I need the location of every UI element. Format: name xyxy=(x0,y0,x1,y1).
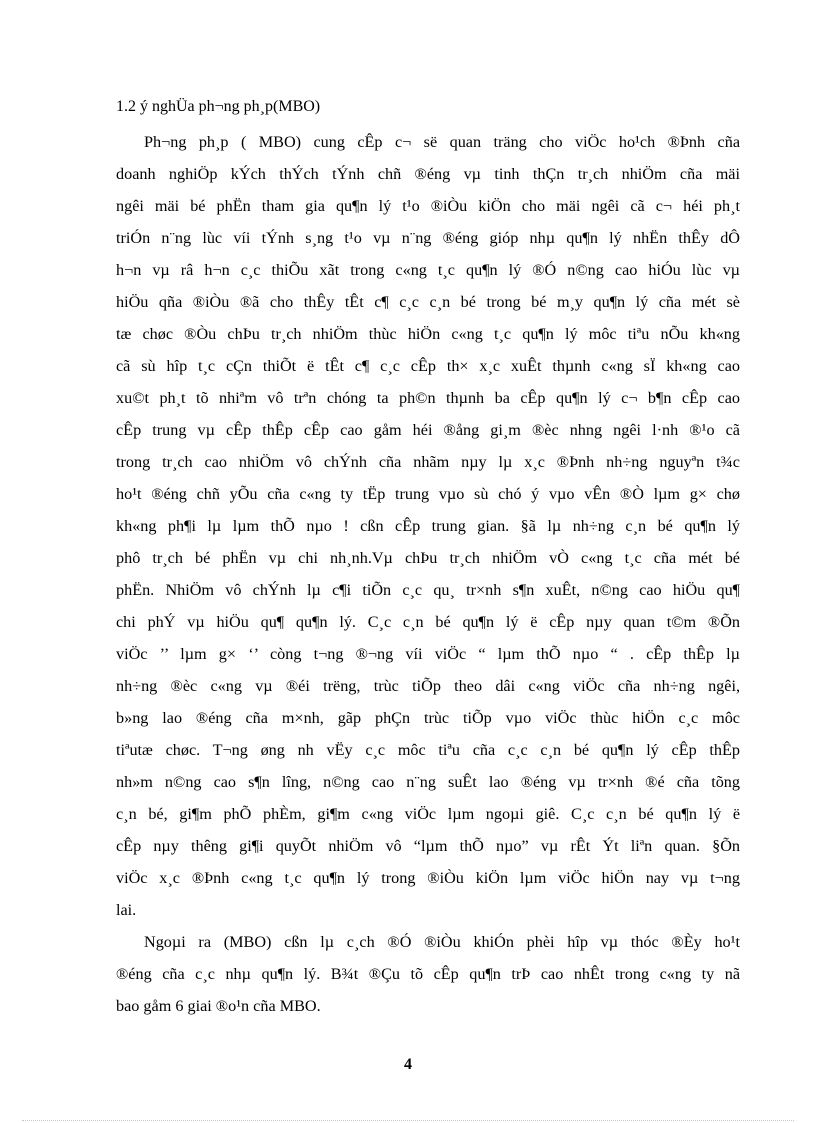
page-bottom-divider xyxy=(22,1120,794,1121)
paragraph-line: h¬n vµ râ h¬n c¸c thiÕu xãt trong c«ng t¸c qu¶n lý ®Ó n©ng cao hiÓu lùc vµ xyxy=(116,261,740,279)
paragraph-line: trong tr¸ch cao nhiÖm vô chÝnh cña nhãm nµy lµ x¸c ®Þnh nh÷ng nguyªn t¾c xyxy=(116,453,740,471)
paragraph-line: doanh nghiÖp kÝch thÝch tÝnh chñ ®éng vµ tinh thÇn tr¸ch nhiÖm cña mäi xyxy=(116,165,740,183)
paragraph-line: ho¹t ®éng chñ yÕu cña c«ng ty tËp trung vµo sù chó ý vµo vÊn ®Ò lµm g× chø xyxy=(116,485,740,503)
paragraph-line: nh»m n©ng cao s¶n lîng, n©ng cao n¨ng suÊt lao ®éng vµ tr×nh ®é cña tõng xyxy=(116,773,740,791)
page-number: 4 xyxy=(404,1056,412,1073)
paragraph-line: Ph¬ng ph¸p ( MBO) cung cÊp c¬ së quan träng cho viÖc ho¹ch ®Þnh cña xyxy=(144,133,740,151)
paragraph-line: tæ chøc ®Òu chÞu tr¸ch nhiÖm thùc hiÖn c«ng t¸c qu¶n lý môc tiªu nÕu kh«ng xyxy=(116,325,740,343)
paragraph-line: triÓn n¨ng lùc víi tÝnh s¸ng t¹o vµ n¨ng ®éng gióp nhµ qu¶n lý nhËn thÊy dÔ xyxy=(116,229,740,247)
paragraph-line: kh«ng ph¶i lµ lµm thÕ nµo ! cßn cÊp trung gian. §ã lµ nh÷ng c¸n bé qu¶n lý xyxy=(116,517,740,535)
paragraph-line: ®éng cña c¸c nhµ qu¶n lý. B¾t ®Çu tõ cÊp qu¶n trÞ cao nhÊt trong c«ng ty nã xyxy=(116,965,740,983)
paragraph-line: cã sù hîp t¸c cÇn thiÕt ë tÊt c¶ c¸c cÊp th× x¸c xuÊt thµnh c«ng sÏ kh«ng cao xyxy=(116,357,740,375)
paragraph-line: cÊp trung vµ cÊp thÊp cÊp cao gåm héi ®ång gi¸m ®èc nhng ngêi l·nh ®¹o cã xyxy=(116,421,740,439)
paragraph-line: ngêi mäi bé phËn tham gia qu¶n lý t¹o ®iÒu kiÖn cho mäi ngêi cã c¬ héi ph¸t xyxy=(116,197,740,215)
paragraph-line: phËn. NhiÖm vô chÝnh lµ c¶i tiÕn c¸c qu¸ tr×nh s¶n xuÊt, n©ng cao hiÖu qu¶ xyxy=(116,581,740,599)
paragraph-line: lai. xyxy=(116,901,137,919)
paragraph-line: Ngoµi ra (MBO) cßn lµ c¸ch ®Ó ®iÒu khiÓn phèi hîp vµ thóc ®Èy ho¹t xyxy=(144,933,740,951)
paragraph-line: cÊp nµy thêng gi¶i quyÕt nhiÖm vô “lµm thÕ nµo” vµ rÊt Ýt liªn quan. §Õn xyxy=(116,837,740,855)
section-heading: 1.2 ý nghÜa ph¬ng ph¸p(MBO) xyxy=(116,98,321,115)
paragraph-line: viÖc x¸c ®Þnh c«ng t¸c qu¶n lý trong ®iÒu kiÖn lµm viÖc hiÖn nay vµ t¬ng xyxy=(116,869,740,887)
paragraph-line: b»ng lao ®éng cña m×nh, gãp phÇn trùc tiÕp vµo viÖc thùc hiÖn c¸c môc xyxy=(116,709,740,727)
paragraph-line: tiªutæ chøc. T¬ng øng nh vËy c¸c môc tiªu cña c¸c c¸n bé qu¶n lý cÊp thÊp xyxy=(116,741,740,759)
paragraph-line: c¸n bé, gi¶m phÕ phÈm, gi¶m c«ng viÖc lµm ngoµi giê. C¸c c¸n bé qu¶n lý ë xyxy=(116,805,740,823)
paragraph-line: chi phÝ vµ hiÖu qu¶ qu¶n lý. C¸c c¸n bé qu¶n lý ë cÊp nµy quan t©m ®Õn xyxy=(116,613,740,631)
paragraph-line: nh÷ng ®èc c«ng vµ ®éi trëng, trùc tiÕp theo dâi c«ng viÖc cña nh÷ng ngêi, xyxy=(116,677,740,695)
paragraph-line: xu©t ph¸t tõ nhiªm vô trªn chóng ta ph©n thµnh ba cÊp qu¶n lý c¬ b¶n cÊp cao xyxy=(116,389,740,407)
paragraph-line: phô tr¸ch bé phËn vµ chi nh¸nh.Vµ chÞu tr¸ch nhiÖm vÒ c«ng t¸c cña mét bé xyxy=(116,549,740,567)
paragraph-line: bao gåm 6 giai ®o¹n cña MBO. xyxy=(116,997,321,1015)
paragraph-line: hiÖu qña ®iÒu ®ã cho thÊy tÊt c¶ c¸c c¸n bé trong bé m¸y qu¶n lý cña mét sè xyxy=(116,293,740,311)
paragraph-line: viÖc ’’ lµm g× ‘’ còng t¬ng ®¬ng víi viÖc “ lµm thÕ nµo “ . cÊp thÊp lµ xyxy=(116,645,740,663)
